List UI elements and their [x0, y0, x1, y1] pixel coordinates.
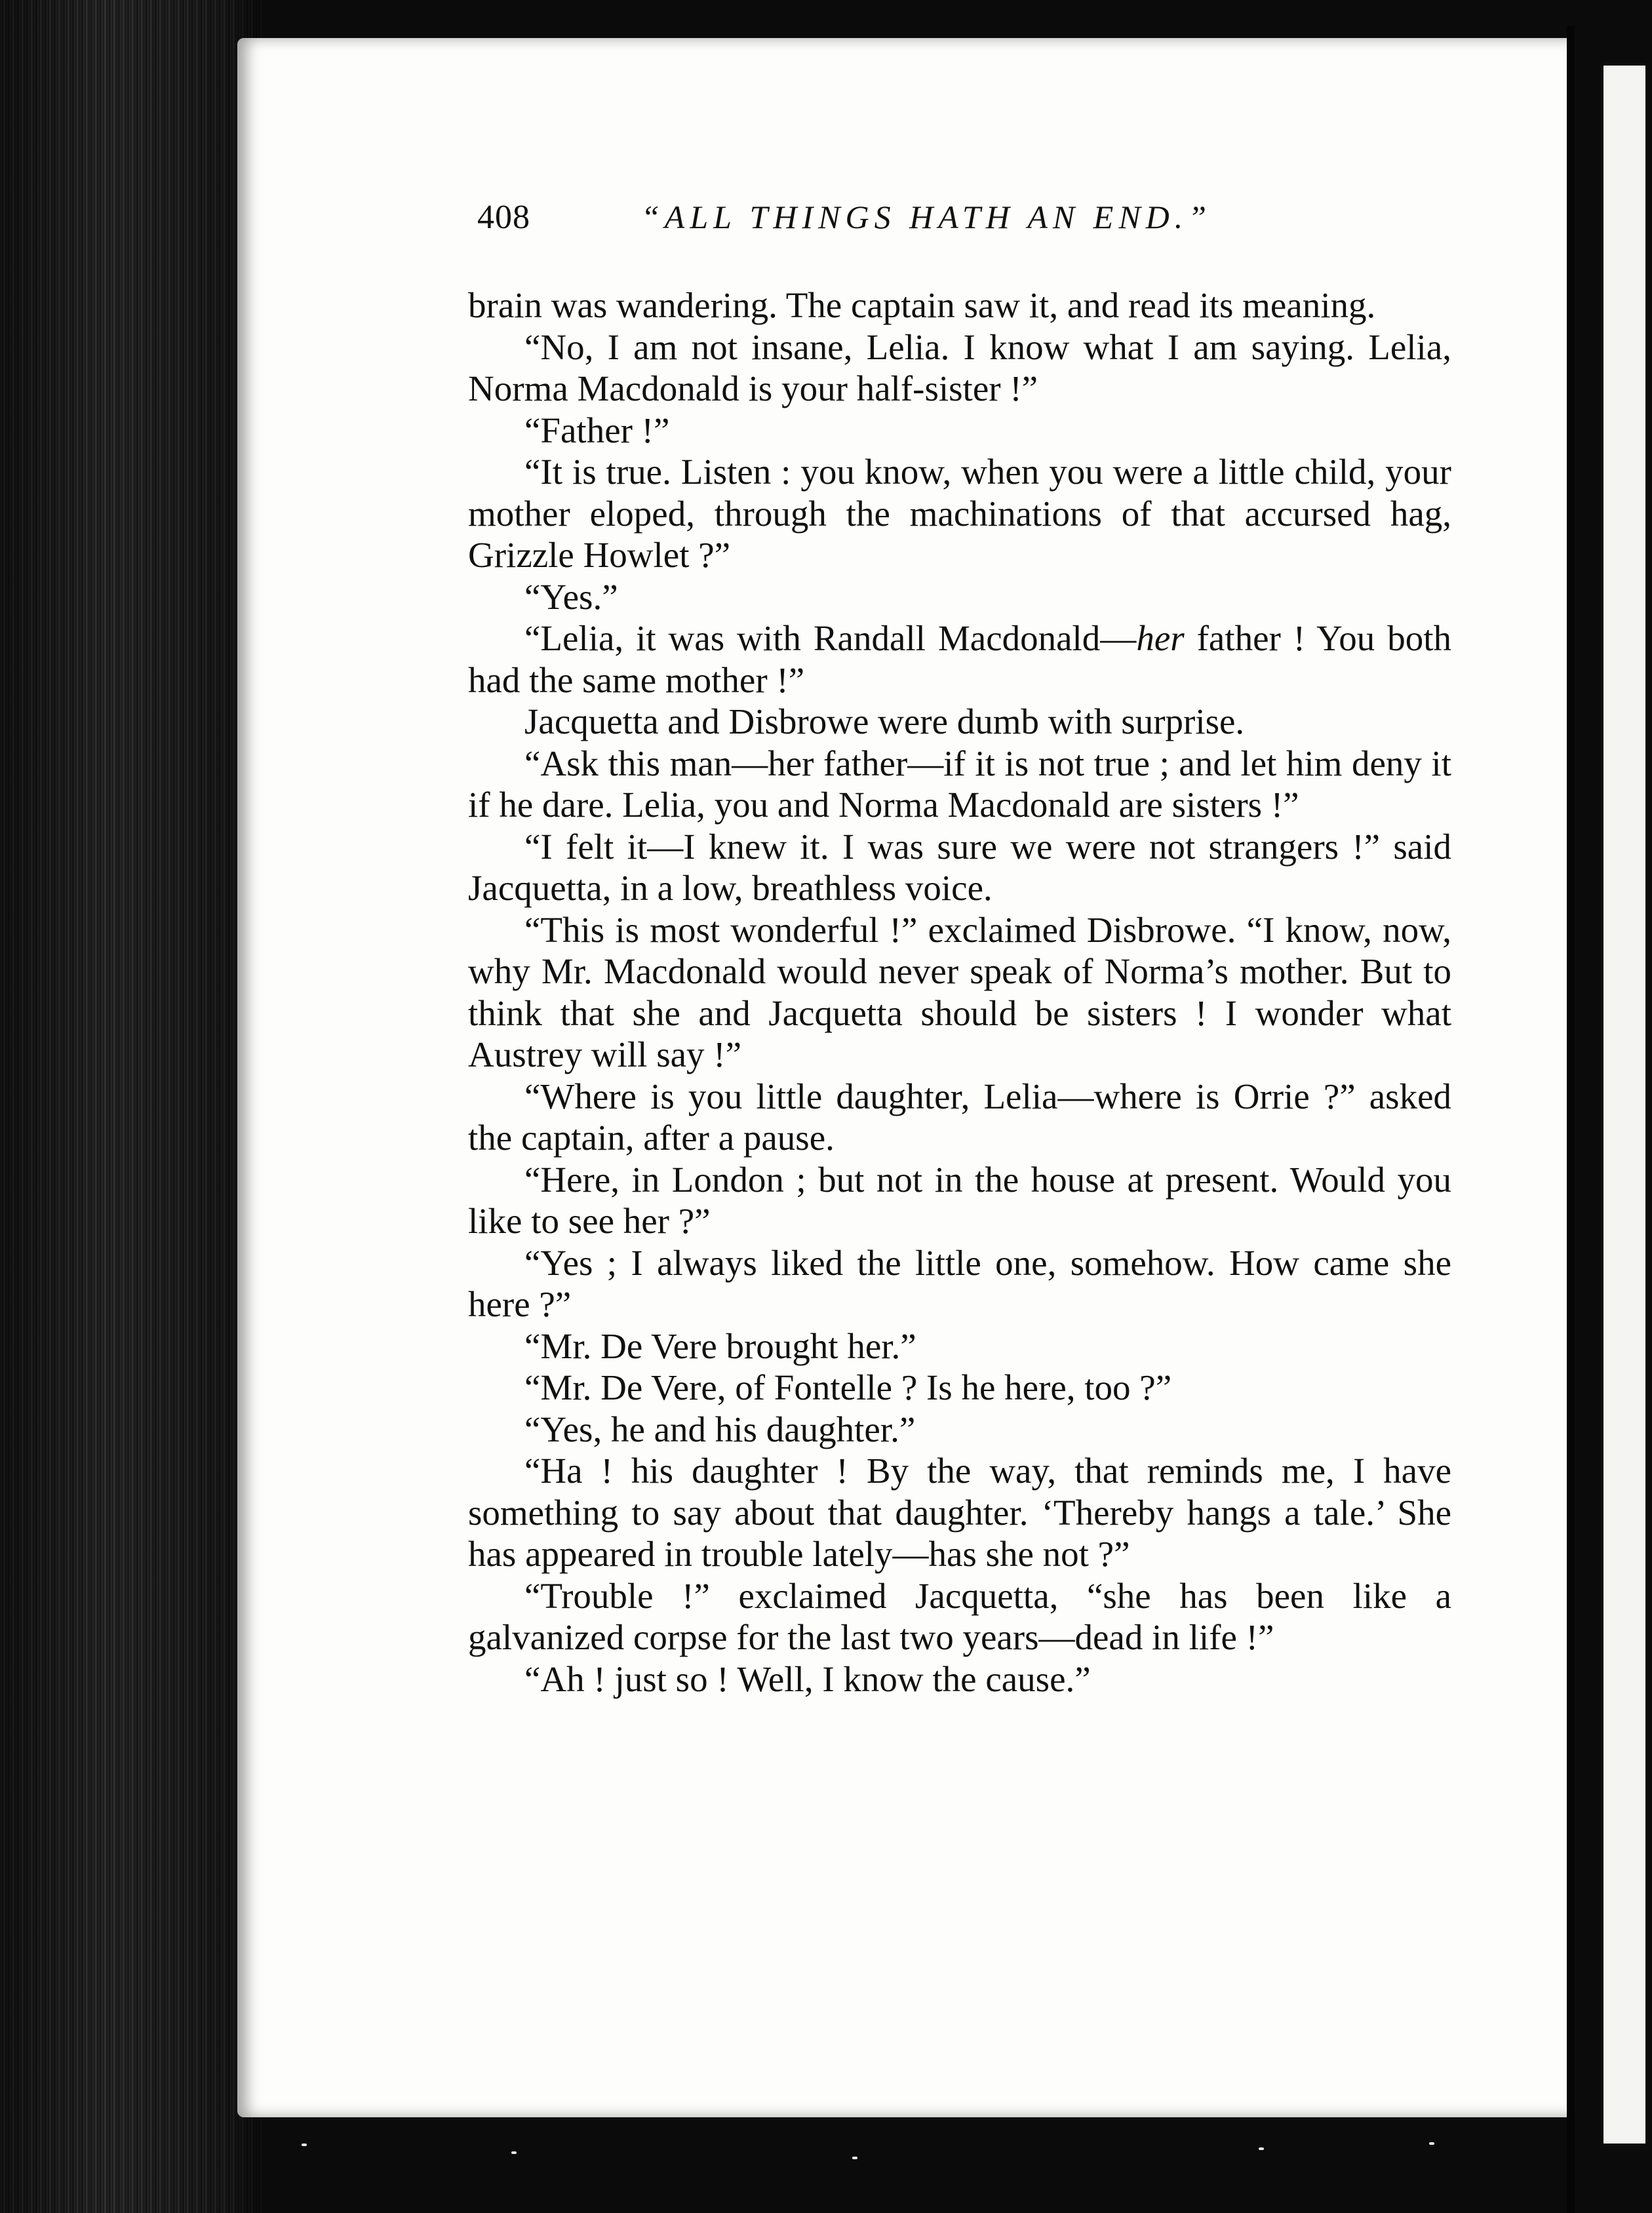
paragraph: “Trouble !” exclaimed Jacquetta, “she has been like a galvanized corpse for the last two years—dead in life !” — [468, 1575, 1451, 1657]
paragraph: “Where is you little daughter, Lelia—where is Orrie ?” asked the captain, after a pause. — [468, 1076, 1451, 1158]
paragraph: “Ask this man—her father—if it is not true ; and let him deny it if he dare. Lelia, you and Norma Macdonald are sisters !” — [468, 743, 1451, 825]
noise-speck — [852, 2157, 857, 2159]
paragraph: “Mr. De Vere, of Fontelle ? Is he here, too ?” — [524, 1367, 1172, 1407]
noise-speck — [1259, 2147, 1264, 2150]
paragraph: “Mr. De Vere brought her.” — [524, 1325, 916, 1366]
paragraph: “I felt it—I knew it. I was sure we were not strangers !” said Jacquetta, in a low, breathless voice. — [468, 826, 1451, 908]
paragraph: “Ah ! just so ! Well, I know the cause.” — [524, 1658, 1091, 1699]
paragraph — [468, 617, 1451, 701]
noise-speck — [1429, 2142, 1434, 2145]
paragraph: Jacquetta and Disbrowe were dumb with surprise. — [524, 701, 1245, 741]
page-header — [477, 198, 1526, 250]
noise-speck — [302, 2144, 307, 2146]
paragraph: “Ha ! his daughter ! By the way, that reminds me, I have something to say about that daughter. ‘Thereby hangs a tale.’ She has appeared in trouble lately—has she not ?” — [468, 1451, 1451, 1574]
paragraph: “Here, in London ; but not in the house at present. Would you like to see her ?” — [468, 1159, 1451, 1241]
paragraph-text: “Lelia, it was with Randall Macdonald— — [524, 618, 1137, 658]
body-text — [468, 284, 1451, 1700]
paragraph: “It is true. Listen : you know, when you were a little child, your mother eloped, through the machinations of that accursed hag, Grizzle Howlet ?” — [468, 452, 1451, 575]
noise-speck — [511, 2151, 517, 2154]
paragraph: “Yes, he and his daughter.” — [524, 1409, 916, 1449]
paragraph: “Father !” — [524, 410, 670, 450]
page-number: 408 — [477, 199, 530, 236]
facing-page-strip — [1603, 66, 1645, 2144]
paragraph: “This is most wonderful !” exclaimed Disbrowe. “I know, now, why Mr. Macdonald would never speak of Norma’s mother. But to think that she and Jacquetta should be sisters ! I wonder what Austrey will say !” — [468, 909, 1451, 1074]
italic-emphasis: her — [1136, 618, 1185, 658]
paragraph: “Yes.” — [524, 576, 618, 617]
paragraph: “No, I am not insane, Lelia. I know what I am saying. Lelia, Norma Macdonald is your half-sister !” — [468, 326, 1451, 408]
running-head: “ALL THINGS HATH AN END.” — [641, 199, 1212, 235]
facing-page-edge — [1567, 26, 1652, 2213]
book-page-edges — [0, 0, 262, 2213]
paragraph: brain was wandering. The captain saw it, and read its meaning. — [468, 285, 1376, 325]
gutter-shadow — [1567, 26, 1575, 2213]
scan-noise — [262, 2137, 1508, 2176]
paragraph: “Yes ; I always liked the little one, somehow. How came she here ?” — [468, 1242, 1451, 1324]
paragraph-text: father ! You both had the same mother !” — [468, 618, 1451, 700]
